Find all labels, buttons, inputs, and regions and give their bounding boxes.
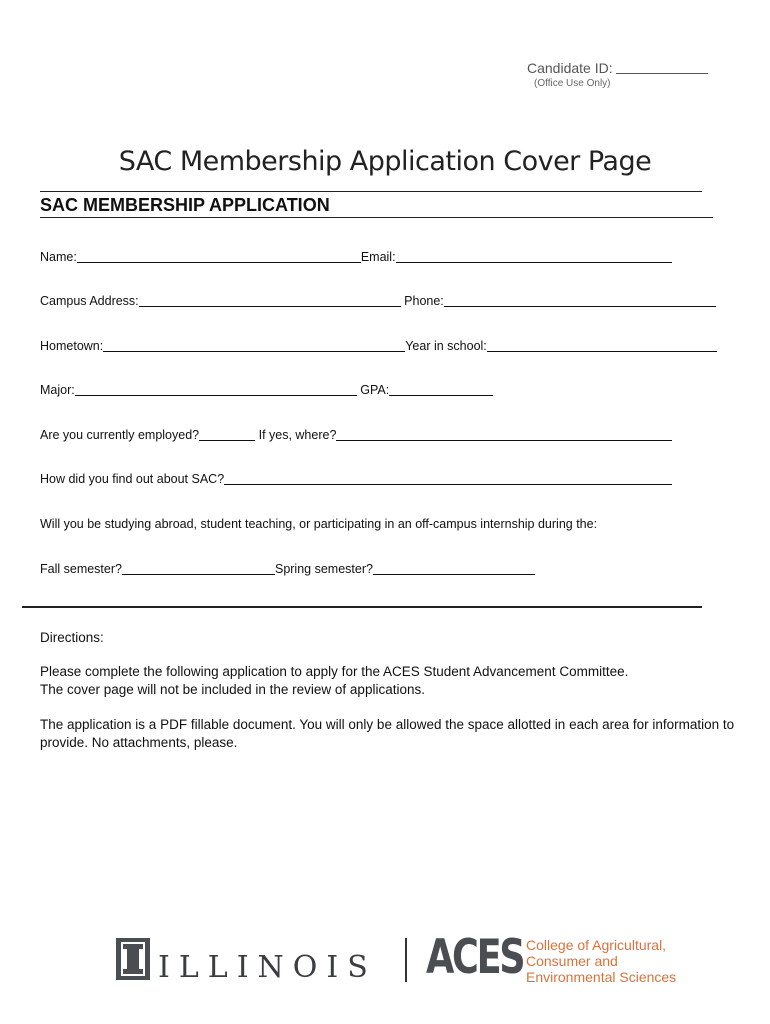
campus-address-field[interactable] (139, 294, 401, 307)
directions-line-4: provide. No attachments, please. (40, 735, 238, 750)
year-field[interactable] (487, 339, 717, 352)
illinois-wordmark: ILLINOIS (158, 950, 377, 985)
college-line-3: Environmental Sciences (526, 969, 677, 985)
candidate-id-label (527, 60, 708, 76)
gpa-field[interactable] (389, 383, 493, 396)
year-label: Year in school: (405, 339, 487, 353)
candidate-id-blank[interactable] (616, 61, 708, 74)
spring-label: Spring semester? (274, 562, 373, 576)
employed-label: Are you currently employed? (40, 428, 200, 442)
hometown-year-row (40, 339, 717, 353)
where-label: If yes, where? (258, 428, 337, 442)
major-label: Major: (40, 383, 75, 397)
name-email-row (40, 250, 672, 264)
heading-underline (40, 217, 713, 218)
name-field[interactable] (77, 250, 361, 263)
directions-heading: Directions: (40, 630, 104, 645)
directions-line-1: Please complete the following application to apply for the ACES Student Advancement Committee. (40, 664, 629, 679)
candidate-id-text: Candidate ID: (527, 60, 613, 76)
hometown-field[interactable] (103, 339, 405, 352)
major-gpa-row (40, 383, 493, 397)
hometown-label: Hometown: (40, 339, 104, 353)
phone-label: Phone: (404, 294, 444, 308)
abroad-question: Will you be studying abroad, student teaching, or participating in an off-campus internship during the: (40, 517, 598, 531)
fall-label: Fall semester? (40, 562, 122, 576)
illinois-block-i-icon (116, 938, 150, 980)
phone-field[interactable] (444, 294, 716, 307)
logo-divider (405, 938, 407, 982)
employment-row (40, 428, 672, 442)
cover-page-title: SAC Membership Application Cover Page (118, 146, 652, 177)
section-divider (22, 606, 702, 608)
aces-wordmark: ACES (426, 930, 524, 985)
email-label: Email: (360, 250, 396, 264)
gpa-label: GPA: (360, 383, 390, 397)
find-out-row (40, 472, 672, 486)
directions-line-3: The application is a PDF fillable document. You will only be allowed the space allotted in each area for information to (40, 717, 735, 732)
form-heading: SAC MEMBERSHIP APPLICATION (40, 195, 330, 215)
fall-field[interactable] (122, 562, 275, 575)
name-label: Name: (40, 250, 77, 264)
employed-field[interactable] (199, 428, 255, 441)
find-out-label: How did you find out about SAC? (40, 472, 225, 486)
college-line-2: Consumer and (526, 953, 618, 969)
campus-address-label: Campus Address: (40, 294, 139, 308)
spring-field[interactable] (373, 562, 535, 575)
where-field[interactable] (336, 428, 672, 441)
college-name (526, 937, 676, 985)
title-rule (40, 191, 702, 192)
find-out-field[interactable] (224, 472, 672, 485)
major-field[interactable] (75, 383, 357, 396)
semester-row (40, 562, 535, 576)
address-phone-row (40, 294, 716, 308)
college-line-1: College of Agricultural, (526, 937, 667, 953)
email-field[interactable] (396, 250, 672, 263)
directions-line-2: The cover page will not be included in the review of applications. (40, 682, 425, 697)
office-use-note: (Office Use Only) (534, 78, 611, 89)
